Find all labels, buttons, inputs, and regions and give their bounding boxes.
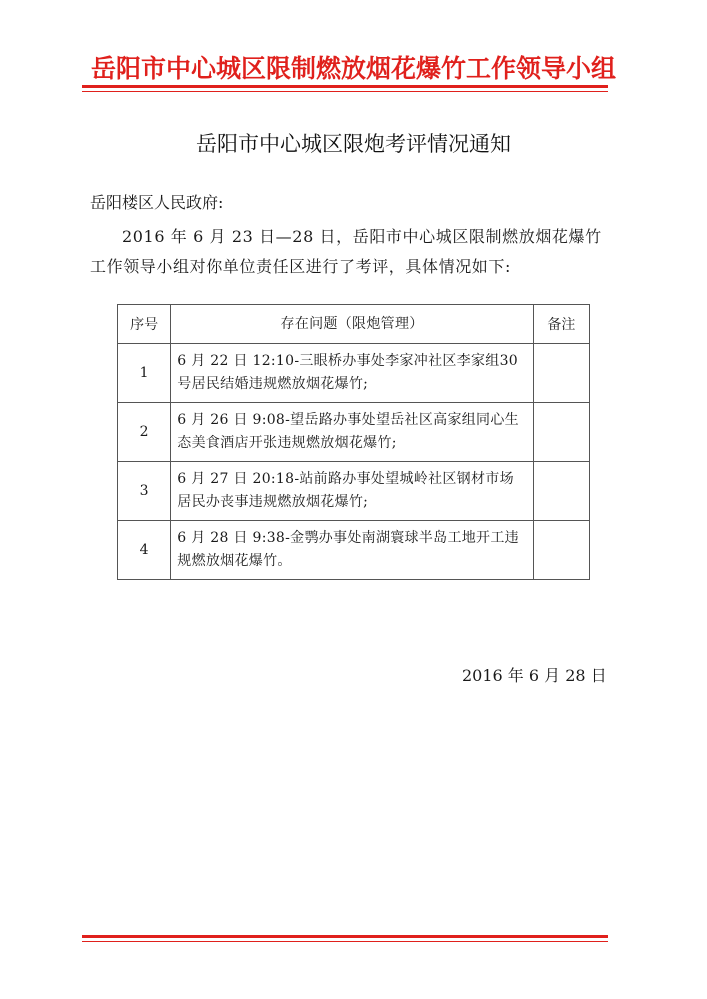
- row-seq: 2: [118, 403, 171, 462]
- footer-rule-thin: [82, 941, 608, 942]
- letterhead-title: 岳阳市中心城区限制燃放烟花爆竹工作领导小组: [90, 54, 616, 83]
- row-seq: 1: [118, 344, 171, 403]
- row-issue: 6 月 27 日 20:18-站前路办事处望城岭社区钢材市场居民办丧事违规燃放烟花爆竹;: [171, 462, 534, 521]
- document-date: 2016 年 6 月 28 日: [462, 666, 607, 685]
- issues-table: [117, 304, 590, 580]
- row-note: [533, 521, 589, 580]
- row-note: [533, 403, 589, 462]
- footer-rule-thick: [82, 935, 608, 938]
- document-title: 岳阳市中心城区限炮考评情况通知: [196, 132, 511, 156]
- row-seq: 4: [118, 521, 171, 580]
- row-issue: 6 月 22 日 12:10-三眼桥办事处李家冲社区李家组30 号居民结婚违规燃放烟花爆竹;: [171, 344, 534, 403]
- table-row: [118, 462, 590, 521]
- row-note: [533, 462, 589, 521]
- table-row: [118, 521, 590, 580]
- letterhead-rule-thin: [82, 91, 608, 92]
- letterhead-rule-thick: [82, 85, 608, 88]
- header-issue: 存在问题（限炮管理）: [171, 305, 534, 344]
- row-issue: 6 月 26 日 9:08-望岳路办事处望岳社区高家组同心生态美食酒店开张违规燃放烟花爆竹;: [171, 403, 534, 462]
- salutation: 岳阳楼区人民政府:: [90, 193, 224, 212]
- header-seq: 序号: [118, 305, 171, 344]
- table-row: [118, 403, 590, 462]
- table-header-row: [118, 305, 590, 344]
- header-note: 备注: [533, 305, 589, 344]
- body-paragraph: 2016 年 6 月 23 日—28 日，岳阳市中心城区限制燃放烟花爆竹工作领导小组对你单位责任区进行了考评，具体情况如下:: [90, 227, 602, 276]
- table-row: [118, 344, 590, 403]
- row-note: [533, 344, 589, 403]
- row-seq: 3: [118, 462, 171, 521]
- row-issue: 6 月 28 日 9:38-金鹗办事处南湖寰球半岛工地开工违规燃放烟花爆竹。: [171, 521, 534, 580]
